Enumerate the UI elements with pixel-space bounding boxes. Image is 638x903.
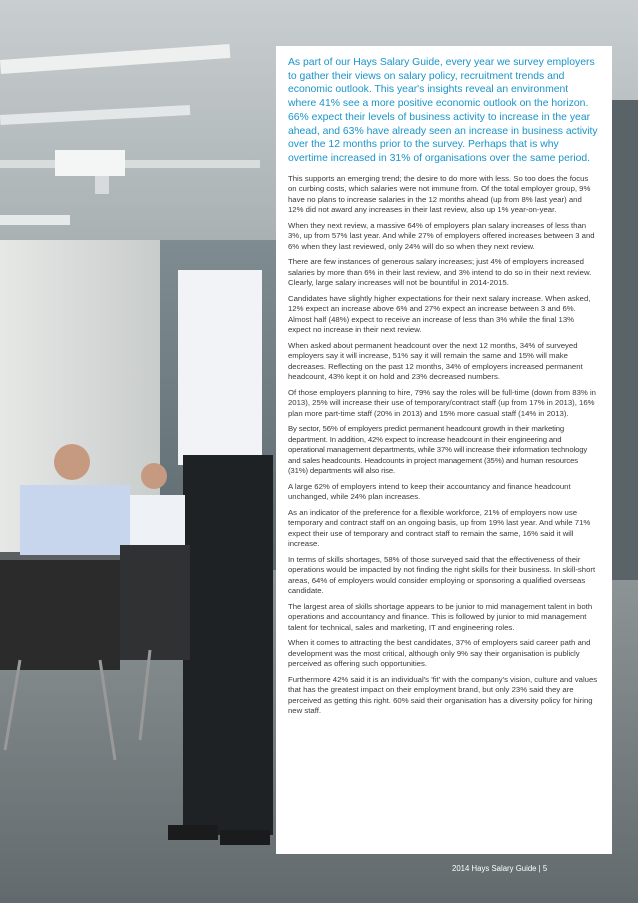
body-paragraph-7: By sector, 56% of employers predict permanent headcount growth in their marketing department. In addition, 42% expect to increase headcount in their engineering and operational management departments, while 37% will increase their information technology and sales headcounts. Headcounts in project management (35%) and human resources (31%) departments will also rise. (288, 424, 588, 476)
body-paragraph-10: In terms of skills shortages, 58% of those surveyed said that the effectiveness of their operations would be impacted by not finding the right skills for their business. In skill-short areas, 64% of employers would consider employing or sponsoring a qualified overseas candidate. (288, 554, 596, 596)
article-text-panel (276, 46, 612, 854)
body-paragraph-2: When they next review, a massive 64% of employers plan salary increases of less than 3%, up from 57% last year. And while 27% of employers offered increases between 3 and 6% when they last reviewed, only 24% will do so when they next review. (288, 220, 595, 251)
intro-paragraph: As part of our Hays Salary Guide, every year we survey employers to gather their views on salary policy, recruitment trends and economic outlook. This year's insights reveal an environment where 41% see a more positive economic outlook on the horizon. 66% expect their levels of business activity to increase in the year ahead, and 63% have already seen an increase in business activity over the 12 months prior to the survey. Perhaps that is why overtime increased in 31% of organisations over the same period. (288, 57, 598, 164)
body-paragraph-9: As an indicator of the preference for a flexible workforce, 21% of employers now use temporary and contract staff on an ongoing basis, up from 19% last year. And while 71% expect their use of temporary and contract staff to remain the same, 16% said it will increase. (288, 507, 591, 549)
body-paragraph-1: This supports an emerging trend; the desire to do more with less. So too does the focus on curbing costs, which salaries were not immune from. Of the total employer group, 9% have no plans to increase salaries in the 12 months ahead (up from 8% last year) and 12% did not award any increases in their last review, also up 1% year-on-year. (288, 173, 591, 214)
body-paragraph-6: Of those employers planning to hire, 79% say the roles will be full-time (down from 83% in 2013), 25% will increase their use of temporary/contract staff (up from 17% in 2013), 16% plan more part-time staff (20% in 2013) and 15% more casual staff (14% in 2013). (288, 387, 596, 418)
body-paragraph-11: The largest area of skills shortage appears to be junior to mid management talent in both operations and accountancy and finance. This is followed by junior to mid management talent for technical, sales and marketing, IT and engineering roles. (288, 601, 593, 632)
body-paragraph-12: When it comes to attracting the best candidates, 37% of employers said career path and development was the most critical, although only 9% say their organisation is publicly perceived as offering such opportunities. (288, 638, 591, 669)
body-paragraph-3: There are few instances of generous salary increases; just 4% of employers increased salaries by more than 6% in their last review, and 3% intend to do so in their next review. Clearly, large salary increases will not be bountiful in 2014-2015. (288, 257, 592, 288)
body-paragraph-8: A large 62% of employers intend to keep their accountancy and finance headcount unchanged, while 24% plan increases. (288, 481, 571, 502)
body-paragraph-4: Candidates have slightly higher expectations for their next salary increase. When asked, 12% expect an increase above 6% and 27% expect an increase between 3 and 6%. Almost half (48%) expect to receive an increase of less than 3% while the final 13% expect no increase in their next review. (288, 293, 591, 335)
body-paragraph-5: When asked about permanent headcount over the next 12 months, 34% of surveyed employers say it will increase, 51% say it will remain the same and 15% will make decreases. Reflecting on the past 12 months, 34% of employers increased permanent headcount, 43% kept it on hold and 23% decreased numbers. (288, 340, 583, 382)
body-paragraph-13: Furthermore 42% said it is an individual's 'fit' with the company's vision, culture and values that has the greatest impact on their employment brand, but only 23% said they are perceived as getting this right. 60% said their organisation has a diversity policy for hiring new staff. (288, 674, 598, 716)
page-footer: 2014 Hays Salary Guide | 5 (452, 864, 548, 873)
